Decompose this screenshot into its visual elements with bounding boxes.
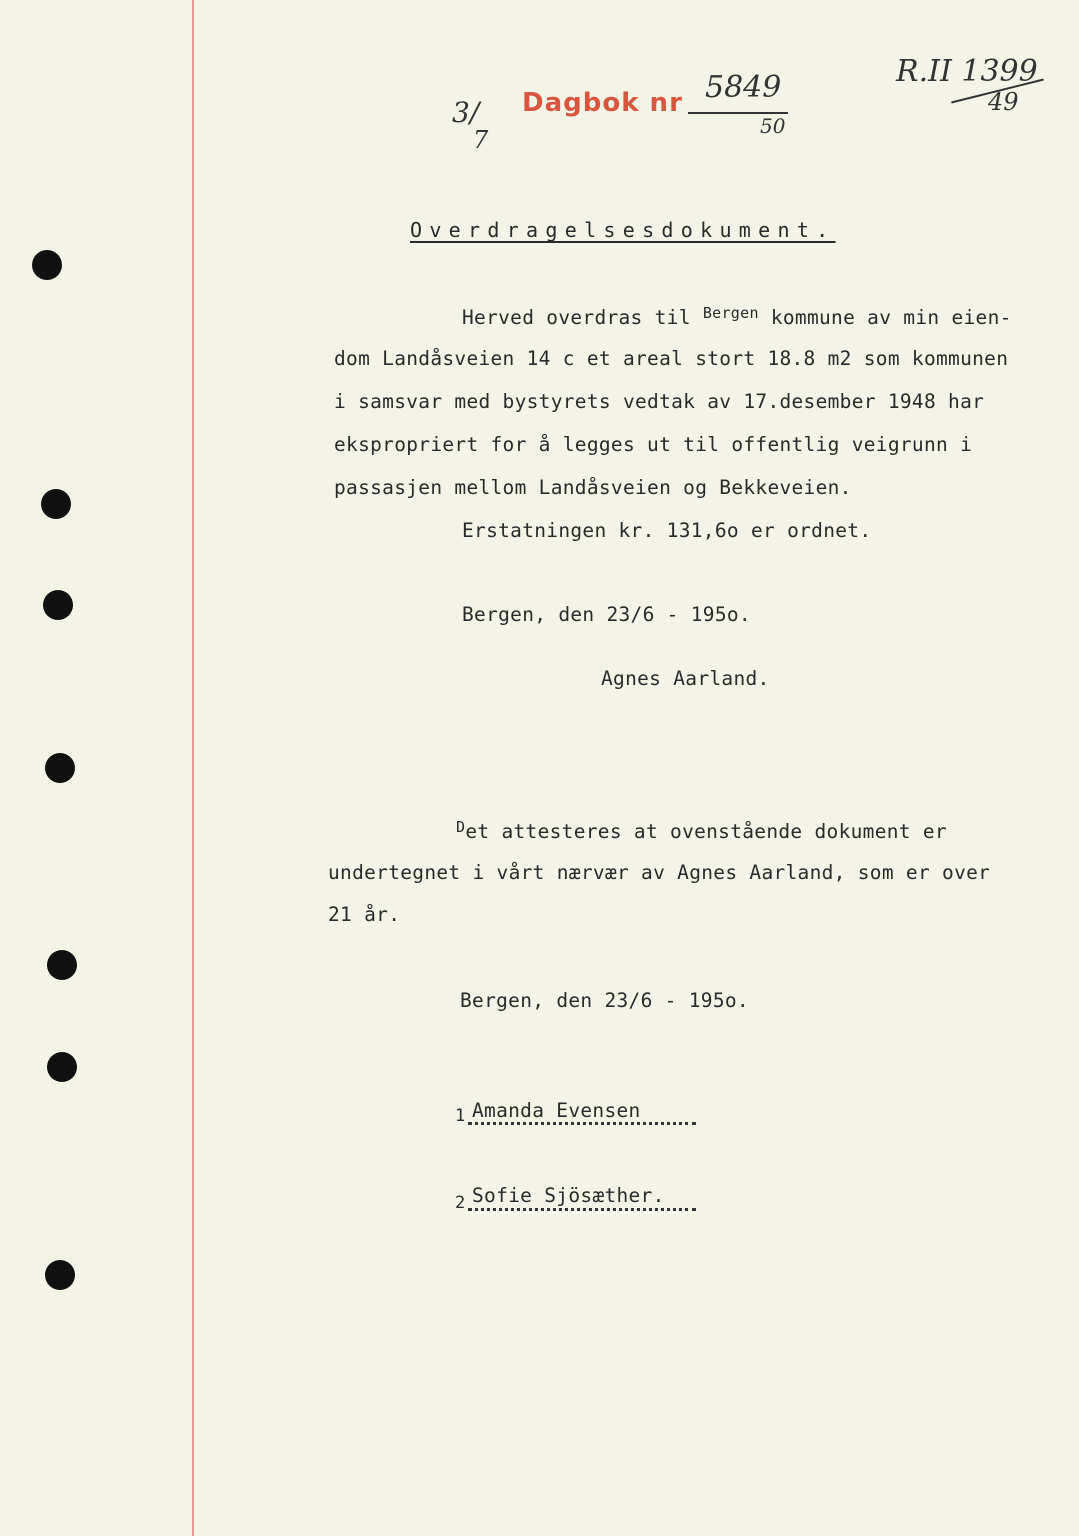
paragraph-line: i samsvar med bystyrets vedtak av 17.desember 1948 har: [334, 390, 985, 413]
punch-hole: [45, 1260, 75, 1290]
attestation-initial: D: [456, 818, 466, 836]
punch-hole: [45, 753, 75, 783]
witness-number: 1: [455, 1106, 466, 1126]
signature-line: [468, 1122, 696, 1125]
witness-name: Sofie Sjösæther.: [472, 1184, 665, 1207]
attestation-line: [456, 818, 947, 843]
paragraph-line: dom Landåsveien 14 c et areal stort 18.8 m2 som kommunen: [334, 347, 1009, 370]
date-mark-top: 3/: [452, 96, 480, 129]
inserted-text: Bergen: [702, 304, 759, 322]
paragraph-line: ekspropriert for å legges ut til offentlig veigrunn i: [334, 433, 973, 456]
journal-stamp: Dagbok nr: [522, 88, 683, 118]
punch-hole: [32, 250, 62, 280]
signer-name: Agnes Aarland.: [601, 667, 770, 690]
text-segment: et attesteres at ovenstående dokument er: [465, 820, 947, 843]
reference-year: 49: [988, 88, 1019, 116]
punch-hole: [41, 489, 71, 519]
journal-number: 5849: [705, 70, 782, 105]
text-segment: Herved overdras til: [462, 306, 703, 329]
punch-hole: [47, 950, 77, 980]
paragraph-line: passasjen mellom Landåsveien og Bekkeveien.: [334, 476, 852, 499]
paragraph-line: [462, 304, 1012, 329]
attestation-line: 21 år.: [328, 903, 401, 926]
document-title: Overdragelsesdokument.: [410, 218, 836, 242]
attestation-line: undertegnet i vårt nærvær av Agnes Aarland, som er over: [328, 861, 991, 884]
date-mark-bottom: 7: [473, 126, 489, 154]
place-date: Bergen, den 23/6 - 195o.: [460, 989, 749, 1012]
compensation-line: Erstatningen kr. 131,6o er ordnet.: [462, 519, 872, 542]
punch-hole: [43, 590, 73, 620]
witness-name: Amanda Evensen: [472, 1099, 641, 1122]
reference-number: R.II 1399: [896, 54, 1038, 89]
punch-hole: [47, 1052, 77, 1082]
text-segment: kommune av min eien-: [758, 306, 1012, 329]
margin-rule: [192, 0, 194, 1536]
journal-year: 50: [760, 114, 786, 138]
signature-line: [468, 1208, 696, 1211]
place-date: Bergen, den 23/6 - 195o.: [462, 603, 751, 626]
witness-number: 2: [455, 1193, 466, 1213]
